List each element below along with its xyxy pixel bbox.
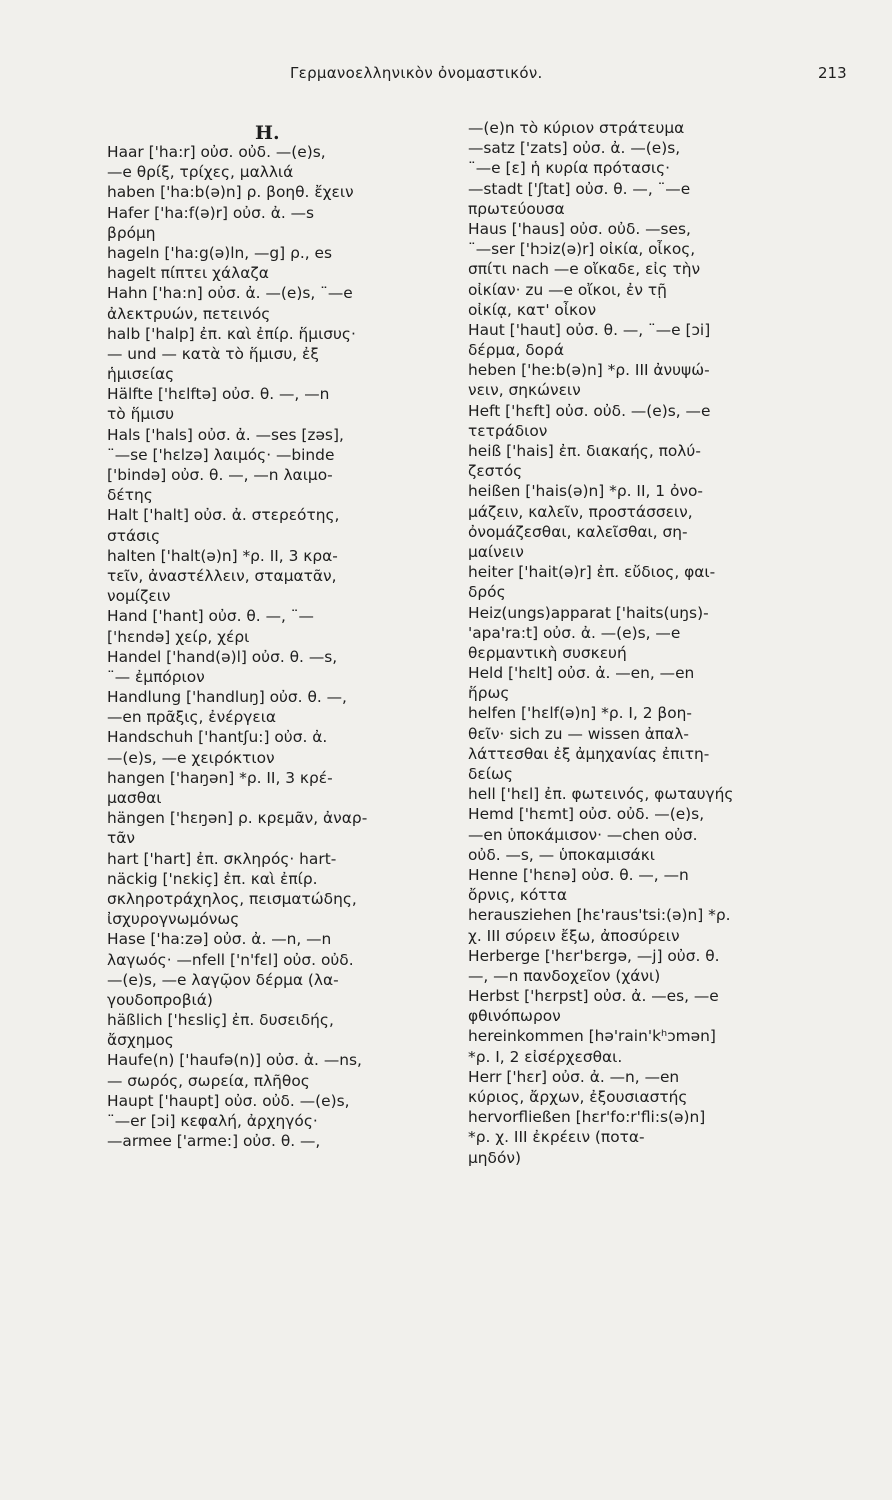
dictionary-line: — σωρός, σωρεία, πλῆθος xyxy=(107,1071,310,1090)
dictionary-line: γουδοπροβιά) xyxy=(107,990,213,1009)
dictionary-line: στάσις xyxy=(107,526,161,545)
dictionary-line: ἰσχυρογνωμόνως xyxy=(107,910,240,929)
dictionary-line: δείως xyxy=(468,765,513,783)
dictionary-line: ὄρνις, κόττα xyxy=(468,886,567,905)
dictionary-line: Handel ['hand(ə)l] οὐσ. θ. —s, xyxy=(107,647,338,666)
dictionary-line: Hafer ['ha:f(ə)r] οὐσ. ἀ. —s xyxy=(107,203,315,222)
dictionary-line: hervorfließen [hɛr'fo:r'fli:s(ə)n] xyxy=(468,1108,706,1127)
dictionary-line: Haus ['haus] οὐσ. οὐδ. —ses, xyxy=(468,219,691,238)
dictionary-line: herausziehen [hɛ'raus'tsi:(ə)n] *ρ. xyxy=(468,906,731,925)
page-number: 213 xyxy=(818,64,847,82)
dictionary-line: hängen ['hɛŋən] ρ. κρεμᾶν, ἀναρ- xyxy=(107,809,368,828)
dictionary-line: Hals ['hals] οὐσ. ἀ. —ses [zəs], xyxy=(107,425,344,444)
dictionary-line: οὐδ. —s, — ὑποκαμισάκι xyxy=(468,845,655,864)
dictionary-line: halb ['halp] ἐπ. καὶ ἐπίρ. ἥμισυς· xyxy=(107,324,356,343)
dictionary-line: σκληροτράχηλος, πεισματώδης, xyxy=(107,889,357,908)
dictionary-line: Handschuh ['hantʃu:] οὐσ. ἀ. xyxy=(107,728,328,747)
dictionary-line: ἄσχημος xyxy=(107,1031,174,1050)
dictionary-line: *ρ. I, 2 εἰσέρχεσθαι. xyxy=(468,1047,623,1066)
dictionary-line: heiter ['hait(ə)r] ἐπ. εὔδιος, φαι- xyxy=(468,563,716,582)
dictionary-line: Heft ['hɛft] οὐσ. οὐδ. —(e)s, —e xyxy=(468,401,711,420)
dictionary-line: —satz ['zats] οὐσ. ἀ. —(e)s, xyxy=(468,139,681,158)
dictionary-line: ¨— ἐμπόριον xyxy=(107,667,205,686)
dictionary-line: haben ['ha:b(ə)n] ρ. βοηθ. ἔχειν xyxy=(107,183,354,202)
dictionary-line: πρωτεύουσα xyxy=(468,199,565,218)
dictionary-line: ¨—e [ɛ] ἡ κυρία πρότασις· xyxy=(468,159,671,178)
dictionary-line: —armee ['arme:] οὐσ. θ. —, xyxy=(107,1132,321,1151)
dictionary-line: hereinkommen [hə'rain'kʰɔmən] xyxy=(468,1027,716,1046)
dictionary-line: λάττεσθαι ἐξ ἀμηχανίας ἐπιτη- xyxy=(468,744,710,763)
dictionary-line: μασθαι xyxy=(107,789,162,807)
dictionary-line: μάζειν, καλεῖν, προστάσσειν, xyxy=(468,502,693,521)
dictionary-line: Herbst ['hɛrpst] οὐσ. ἀ. —es, —e xyxy=(468,987,719,1006)
dictionary-line: Hahn ['ha:n] οὐσ. ἀ. —(e)s, ¨—e xyxy=(107,284,353,303)
dictionary-line: ¨—se ['hɛlzə] λαιμός· —binde xyxy=(107,445,335,464)
dictionary-line: βρόμη xyxy=(107,223,156,242)
dictionary-line: νομίζειν xyxy=(107,587,171,606)
dictionary-line: halten ['halt(ə)n] *ρ. II, 3 κρα- xyxy=(107,546,338,565)
dictionary-line: νειν, σηκώνειν xyxy=(468,381,581,400)
dictionary-line: ['hɛndə] χείρ, χέρι xyxy=(107,627,250,646)
dictionary-line: Hase ['ha:zə] οὐσ. ἀ. —n, —n xyxy=(107,930,332,949)
dictionary-line: näckig ['nɛkiç] ἐπ. καὶ ἐπίρ. xyxy=(107,869,318,888)
dictionary-line: helfen ['hɛlf(ə)n] *ρ. I, 2 βοη- xyxy=(468,704,692,723)
dictionary-line: ἡμισείας xyxy=(107,365,175,384)
dictionary-line: —, —n πανδοχεῖον (χάνι) xyxy=(468,966,661,985)
dictionary-line: τὸ ἥμισυ xyxy=(107,405,174,424)
dictionary-line: hangen ['haŋən] *ρ. II, 3 κρέ- xyxy=(107,768,333,787)
dictionary-line: Heiz(ungs)apparat ['haits(uŋs)- xyxy=(468,603,709,622)
dictionary-line: heiß ['hais] ἐπ. διακαής, πολύ- xyxy=(468,442,701,460)
dictionary-line: οἰκίᾳ, κατ' οἶκον xyxy=(468,300,597,319)
dictionary-line: Herr ['hɛr] οὐσ. ἀ. —n, —en xyxy=(468,1067,680,1086)
dictionary-line: Held ['hɛlt] οὐσ. ἀ. —en, —en xyxy=(468,664,695,683)
dictionary-line: σπίτι nach —e οἴκαδε, εἰς τὴν xyxy=(468,260,701,279)
dictionary-line: Henne ['hɛnə] οὐσ. θ. —, —n xyxy=(468,865,689,884)
left-column xyxy=(107,118,447,1151)
dictionary-line: φθινόπωρον xyxy=(468,1007,561,1026)
dictionary-line: —en ὑποκάμισον· —chen οὐσ. xyxy=(468,825,698,844)
dictionary-line: —(e)s, —e χειρόκτιον xyxy=(107,748,275,767)
dictionary-line: θερμαντικὴ συσκευή xyxy=(468,643,627,662)
dictionary-line: οἰκίαν· zu —e οἴκοι, ἐν τῇ xyxy=(468,280,667,299)
dictionary-line: δέρμα, δορά xyxy=(468,341,564,360)
dictionary-line: —(e)n τὸ κύριον στράτευμα xyxy=(468,119,685,137)
dictionary-line: Hälfte ['hɛlftə] οὐσ. θ. —, —n xyxy=(107,385,330,404)
dictionary-line: Hemd ['hɛmt] οὐσ. οὐδ. —(e)s, xyxy=(468,805,705,824)
dictionary-line: —(e)s, —e λαγῷον δέρμα (λα- xyxy=(107,970,339,989)
dictionary-line: hart ['hart] ἐπ. σκληρός· hart- xyxy=(107,849,337,868)
dictionary-line: häßlich ['hɛsliç] ἐπ. δυσειδής, xyxy=(107,1011,334,1030)
dictionary-line: Handlung ['handluŋ] οὐσ. θ. —, xyxy=(107,688,347,707)
dictionary-line: Haupt ['haupt] οὐσ. οὐδ. —(e)s, xyxy=(107,1091,350,1110)
dictionary-line: ἀλεκτρυών, πετεινός xyxy=(107,304,271,323)
dictionary-line: τᾶν xyxy=(107,829,136,848)
dictionary-line: *ρ. χ. III ἐκρέειν (ποτα- xyxy=(468,1128,645,1147)
dictionary-line: Haut ['haut] οὐσ. θ. —, ¨—e [ɔi] xyxy=(468,320,711,339)
dictionary-line: Herberge ['hɛr'bɛrgə, —j] οὐσ. θ. xyxy=(468,946,720,965)
dictionary-line: ζεστός xyxy=(468,462,523,481)
dictionary-line: Hand ['hant] οὐσ. θ. —, ¨— xyxy=(107,607,314,626)
dictionary-line: —e θρίξ, τρίχες, μαλλιά xyxy=(107,163,294,182)
dictionary-line: ¨—er [ɔi] κεφαλή, ἀρχηγός· xyxy=(107,1112,318,1130)
dictionary-line: Halt ['halt] οὐσ. ἀ. στερεότης, xyxy=(107,506,340,525)
dictionary-line: hagelt πίπτει χάλαζα xyxy=(107,264,269,283)
right-column xyxy=(468,118,830,1168)
dictionary-line: δέτης xyxy=(107,486,153,505)
dictionary-line: θεῖν· sich zu — wissen ἀπαλ- xyxy=(468,724,689,743)
dictionary-line: ὀνομάζεσθαι, καλεῖσθαι, ση- xyxy=(468,522,688,541)
dictionary-line: ἥρως xyxy=(468,684,510,703)
dictionary-line: 'apa'ra:t] οὐσ. ἀ. —(e)s, —e xyxy=(468,623,681,642)
dictionary-line: —stadt ['ʃtat] οὐσ. θ. —, ¨—e xyxy=(468,179,691,198)
dictionary-line: Haufe(n) ['haufə(n)] οὐσ. ἀ. —ns, xyxy=(107,1051,362,1070)
dictionary-line: χ. III σύρειν ἔξω, ἀποσύρειν xyxy=(468,926,680,945)
dictionary-line: ¨—ser ['hɔiz(ə)r] οἰκία, οἶκος, xyxy=(468,240,696,259)
dictionary-line: λαγωός· —nfell ['n'fɛl] οὐσ. οὐδ. xyxy=(107,950,354,969)
dictionary-line: τετράδιον xyxy=(468,421,548,440)
dictionary-line: Haar ['ha:r] οὐσ. οὐδ. —(e)s, xyxy=(107,143,326,161)
dictionary-line: δρός xyxy=(468,583,506,602)
section-letter: H. xyxy=(255,122,280,144)
dictionary-line: κύριος, ἄρχων, ἐξουσιαστής xyxy=(468,1088,688,1106)
dictionary-line: μαίνειν xyxy=(468,542,524,561)
dictionary-line: — und — κατὰ τὸ ἥμισυ, ἐξ xyxy=(107,344,319,363)
page-header-title: Γερμανοελληνικὸν ὀνομαστικόν. xyxy=(290,64,543,82)
dictionary-line: hageln ['ha:g(ə)ln, —g] ρ., es xyxy=(107,243,333,262)
dictionary-line: hell ['hɛl] ἐπ. φωτεινός, φωταυγής xyxy=(468,785,734,804)
dictionary-line: ['bində] οὐσ. θ. —, —n λαιμο- xyxy=(107,466,333,484)
dictionary-line: heißen ['hais(ə)n] *ρ. II, 1 ὀνο- xyxy=(468,482,703,501)
dictionary-line: μηδόν) xyxy=(468,1148,521,1167)
dictionary-line: —en πρᾶξις, ἐνέργεια xyxy=(107,708,277,727)
dictionary-line: τεῖν, ἀναστέλλειν, σταματᾶν, xyxy=(107,566,337,585)
dictionary-line: heben ['he:b(ə)n] *ρ. III ἀνυψώ- xyxy=(468,361,710,380)
